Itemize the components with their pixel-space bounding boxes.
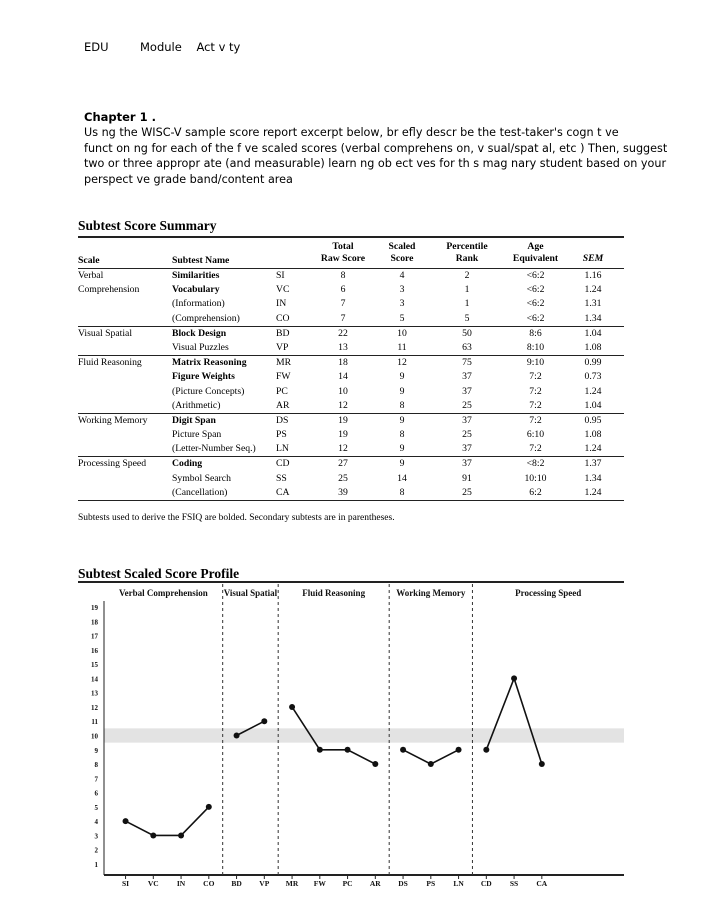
- table-cell-scaled: 3: [399, 284, 405, 296]
- table-cell-age: <6:2: [526, 270, 545, 281]
- y-tick-label: 5: [94, 803, 98, 812]
- table-cell-age: 7:2: [529, 399, 542, 411]
- data-point: [261, 718, 267, 724]
- data-point: [428, 761, 434, 767]
- table-cell-age: 8:10: [526, 341, 545, 353]
- table-cell-scaled: 9: [399, 443, 405, 455]
- table-cell-subtest: Matrix Reasoning: [172, 357, 247, 369]
- table-cell-scaled: 8: [399, 486, 405, 498]
- table-cell-abbr: FW: [276, 371, 291, 383]
- domain-label: Processing Speed: [515, 588, 582, 598]
- x-tick-label: AR: [369, 879, 381, 888]
- header-percentile: Percentile: [446, 241, 488, 252]
- table-cell-age: 7:2: [529, 414, 542, 426]
- table-cell-age: <6:2: [526, 298, 545, 310]
- x-tick-label: CA: [536, 879, 548, 888]
- series-line: [486, 678, 542, 764]
- table-cell-subtest: Similarities: [172, 270, 220, 281]
- table-cell-abbr: VP: [276, 341, 289, 353]
- data-point: [317, 747, 323, 753]
- table-cell-raw: 19: [338, 414, 348, 426]
- table-cell-sem: 1.37: [584, 458, 602, 470]
- y-tick-label: 1: [94, 861, 98, 869]
- table-cell-raw: 6: [340, 284, 346, 296]
- table-cell-age: 9:10: [526, 357, 545, 369]
- table-cell-age: 6:10: [526, 429, 545, 441]
- table-cell-sem: 1.34: [584, 312, 602, 324]
- table-cell-sem: 1.08: [584, 341, 602, 353]
- table-cell-percentile: 37: [462, 414, 472, 426]
- x-tick-label: SI: [122, 879, 130, 888]
- table-cell-percentile: 91: [462, 472, 472, 484]
- prompt-line: two or three appropr ate (and measurable) learn ng ob ect ves for th s mag nary student based on your: [84, 157, 667, 171]
- table-cell-subtest: (Letter-Number Seq.): [172, 443, 256, 455]
- table-cell-scaled: 9: [399, 371, 405, 383]
- x-tick-label: FW: [313, 879, 326, 888]
- table-cell-subtest: (Comprehension): [172, 312, 240, 324]
- table-cell-abbr: LN: [276, 443, 289, 455]
- table-cell-percentile: 37: [462, 443, 472, 455]
- table-cell-percentile: 37: [462, 385, 472, 397]
- table-cell-percentile: 50: [462, 327, 472, 339]
- data-point: [178, 832, 184, 838]
- table-cell-subtest: Coding: [172, 458, 203, 470]
- data-point: [123, 818, 129, 824]
- table-cell-age: 8:6: [529, 327, 542, 339]
- table-cell-scale: Comprehension: [78, 284, 140, 296]
- table-cell-age: 7:2: [529, 371, 542, 383]
- data-point: [400, 747, 406, 753]
- table-cell-percentile: 37: [462, 458, 472, 470]
- table-cell-age: <6:2: [526, 312, 545, 324]
- x-tick-label: CD: [480, 879, 492, 888]
- table-cell-sem: 0.99: [584, 357, 602, 369]
- data-point: [206, 804, 212, 810]
- header-score: Score: [390, 253, 414, 264]
- y-tick-label: 4: [94, 818, 98, 827]
- y-tick-label: 19: [91, 604, 98, 612]
- table-cell-sem: 1.16: [584, 270, 602, 281]
- table-cell-raw: 7: [340, 312, 346, 324]
- table-cell-sem: 1.24: [584, 443, 602, 455]
- header-total: Total: [332, 241, 354, 252]
- table-cell-percentile: 37: [462, 371, 472, 383]
- table-cell-raw: 8: [340, 270, 346, 281]
- table-cell-sem: 1.24: [584, 486, 602, 498]
- table-cell-scaled: 5: [399, 312, 405, 324]
- x-tick-label: LN: [453, 879, 464, 888]
- y-tick-label: 17: [91, 632, 98, 641]
- table-cell-raw: 18: [338, 357, 348, 369]
- table-cell-percentile: 1: [464, 284, 470, 296]
- table-cell-scaled: 3: [399, 298, 405, 310]
- data-point: [456, 747, 462, 753]
- x-tick-label: VC: [147, 879, 159, 888]
- average-band: [104, 728, 624, 742]
- table-cell-sem: 0.73: [584, 371, 602, 383]
- table-cell-sem: 0.95: [584, 414, 602, 426]
- table-cell-abbr: BD: [276, 327, 290, 339]
- table-cell-raw: 12: [338, 443, 348, 455]
- table-cell-sem: 1.24: [584, 284, 602, 296]
- table-cell-sem: 1.04: [584, 399, 602, 411]
- table-cell-abbr: PC: [276, 385, 288, 397]
- table-cell-raw: 19: [338, 429, 348, 441]
- data-point: [234, 733, 240, 739]
- table-cell-sem: 1.08: [584, 429, 602, 441]
- table-cell-scale: Processing Speed: [78, 458, 147, 470]
- series-line: [126, 807, 209, 836]
- table-cell-raw: 27: [338, 458, 348, 470]
- data-point: [539, 761, 545, 767]
- table-cell-percentile: 25: [462, 399, 472, 411]
- table-cell-raw: 22: [338, 327, 348, 339]
- x-tick-label: VP: [259, 879, 270, 888]
- table-cell-abbr: SS: [276, 472, 287, 484]
- table-cell-scaled: 4: [399, 270, 405, 281]
- table-cell-percentile: 2: [464, 270, 470, 281]
- table-cell-percentile: 25: [462, 429, 472, 441]
- data-point: [289, 704, 295, 710]
- table-cell-sem: 1.24: [584, 385, 602, 397]
- header-sem: SEM: [582, 253, 604, 264]
- x-tick-label: IN: [176, 879, 186, 888]
- table-cell-age: <8:2: [526, 458, 545, 470]
- y-tick-label: 7: [94, 775, 98, 784]
- table-cell-scale: Visual Spatial: [78, 327, 133, 339]
- table-cell-subtest: (Cancellation): [172, 486, 228, 498]
- table-cell-subtest: Vocabulary: [172, 284, 220, 296]
- table-cell-age: 7:2: [529, 385, 542, 397]
- y-tick-label: 10: [91, 732, 98, 741]
- table-cell-raw: 25: [338, 472, 348, 484]
- y-tick-label: 15: [91, 661, 98, 670]
- table-cell-scaled: 11: [397, 341, 407, 353]
- header-course: EDU: [84, 40, 109, 54]
- domain-label: Fluid Reasoning: [302, 588, 366, 598]
- header-age: Age: [527, 241, 544, 252]
- y-tick-label: 9: [94, 746, 98, 755]
- table-cell-sem: 1.34: [584, 472, 602, 484]
- table-cell-raw: 12: [338, 399, 348, 411]
- table-cell-percentile: 1: [464, 298, 470, 310]
- table-cell-scaled: 9: [399, 414, 405, 426]
- table-cell-raw: 14: [338, 371, 348, 383]
- table-cell-abbr: VC: [276, 284, 290, 296]
- table-cell-scale: Fluid Reasoning: [78, 357, 142, 369]
- x-tick-label: CO: [203, 879, 215, 888]
- table-cell-abbr: SI: [276, 270, 285, 281]
- table-cell-abbr: IN: [276, 298, 287, 310]
- summary-title: Subtest Score Summary: [78, 218, 217, 233]
- x-tick-label: BD: [231, 879, 242, 888]
- table-cell-percentile: 25: [462, 486, 472, 498]
- table-cell-subtest: Digit Span: [172, 414, 216, 426]
- table-cell-age: 6:2: [529, 486, 542, 498]
- chapter-title: Chapter 1 .: [84, 110, 156, 124]
- x-tick-label: PS: [426, 879, 436, 888]
- table-cell-subtest: (Picture Concepts): [172, 385, 245, 397]
- table-cell-raw: 7: [340, 298, 346, 310]
- table-cell-raw: 13: [338, 341, 348, 353]
- table-cell-sem: 1.04: [584, 327, 602, 339]
- y-tick-label: 6: [94, 789, 98, 798]
- y-tick-label: 3: [94, 832, 98, 841]
- header-rank: Rank: [455, 253, 479, 264]
- data-point: [483, 747, 489, 753]
- domain-label: Visual Spatial: [223, 588, 278, 598]
- table-cell-scale: Verbal: [78, 270, 104, 281]
- domain-label: Verbal Comprehension: [118, 588, 208, 598]
- y-tick-label: 11: [91, 718, 98, 727]
- table-cell-abbr: AR: [276, 399, 290, 411]
- table-cell-subtest: Figure Weights: [172, 371, 235, 383]
- y-tick-label: 12: [91, 703, 98, 712]
- table-cell-percentile: 75: [462, 357, 472, 369]
- table-note: Subtests used to derive the FSIQ are bolded. Secondary subtests are in parentheses.: [78, 513, 395, 523]
- table-cell-percentile: 5: [464, 312, 470, 324]
- header-raw-score: Raw Score: [320, 253, 366, 264]
- data-point: [372, 761, 378, 767]
- x-tick-label: MR: [285, 879, 299, 888]
- y-tick-label: 2: [94, 846, 98, 855]
- header-subtest-name: Subtest Name: [172, 255, 230, 266]
- header-scale: Scale: [78, 255, 100, 266]
- prompt-line: funct on ng for each of the f ve scaled scores (verbal comprehens on, v sual/spat al, etc ) Then, suggest: [84, 141, 668, 155]
- table-cell-scaled: 10: [397, 327, 407, 339]
- table-cell-percentile: 63: [462, 341, 472, 353]
- table-cell-scaled: 9: [399, 458, 405, 470]
- header-scaled: Scaled: [388, 241, 416, 252]
- table-cell-subtest: Visual Puzzles: [172, 341, 229, 353]
- table-cell-subtest: (Arithmetic): [172, 399, 221, 411]
- table-cell-abbr: CD: [276, 458, 290, 470]
- table-cell-scaled: 14: [397, 472, 407, 484]
- y-tick-label: 16: [91, 646, 98, 655]
- y-tick-label: 13: [91, 689, 98, 698]
- domain-label: Working Memory: [396, 588, 466, 598]
- table-cell-subtest: Block Design: [172, 327, 227, 339]
- table-cell-abbr: CA: [276, 486, 290, 498]
- prompt-line: perspect ve grade band/content area: [84, 172, 293, 186]
- table-cell-scaled: 12: [397, 357, 407, 369]
- y-tick-label: 18: [91, 618, 98, 627]
- x-tick-label: SS: [509, 879, 519, 888]
- prompt-line: Us ng the WISC-V sample score report excerpt below, br efly descr be the test-taker's cogn t ve: [84, 126, 619, 139]
- table-cell-sem: 1.31: [584, 298, 602, 310]
- y-tick-label: 8: [94, 761, 98, 770]
- table-cell-age: <6:2: [526, 284, 545, 296]
- table-cell-subtest: (Information): [172, 298, 225, 310]
- table-cell-age: 7:2: [529, 443, 542, 455]
- table-cell-scale: Working Memory: [78, 414, 148, 426]
- table-cell-subtest: Picture Span: [172, 429, 222, 441]
- profile-title: Subtest Scaled Score Profile: [78, 566, 240, 581]
- data-point: [511, 675, 517, 681]
- x-tick-label: DS: [398, 879, 408, 888]
- table-cell-scaled: 8: [399, 399, 405, 411]
- data-point: [345, 747, 351, 753]
- table-cell-abbr: CO: [276, 312, 290, 324]
- y-tick-label: 14: [91, 675, 98, 684]
- table-cell-abbr: PS: [276, 429, 287, 441]
- table-cell-abbr: DS: [276, 414, 289, 426]
- table-cell-age: 10:10: [524, 472, 547, 484]
- table-cell-raw: 39: [338, 486, 348, 498]
- data-point: [150, 832, 156, 838]
- table-cell-scaled: 9: [399, 385, 405, 397]
- table-cell-raw: 10: [338, 385, 348, 397]
- header-module: Module Act v ty: [140, 40, 241, 54]
- table-cell-scaled: 8: [399, 429, 405, 441]
- table-cell-subtest: Symbol Search: [172, 472, 231, 484]
- header-equivalent: Equivalent: [512, 253, 559, 264]
- x-tick-label: PC: [342, 879, 353, 888]
- table-cell-abbr: MR: [276, 357, 292, 369]
